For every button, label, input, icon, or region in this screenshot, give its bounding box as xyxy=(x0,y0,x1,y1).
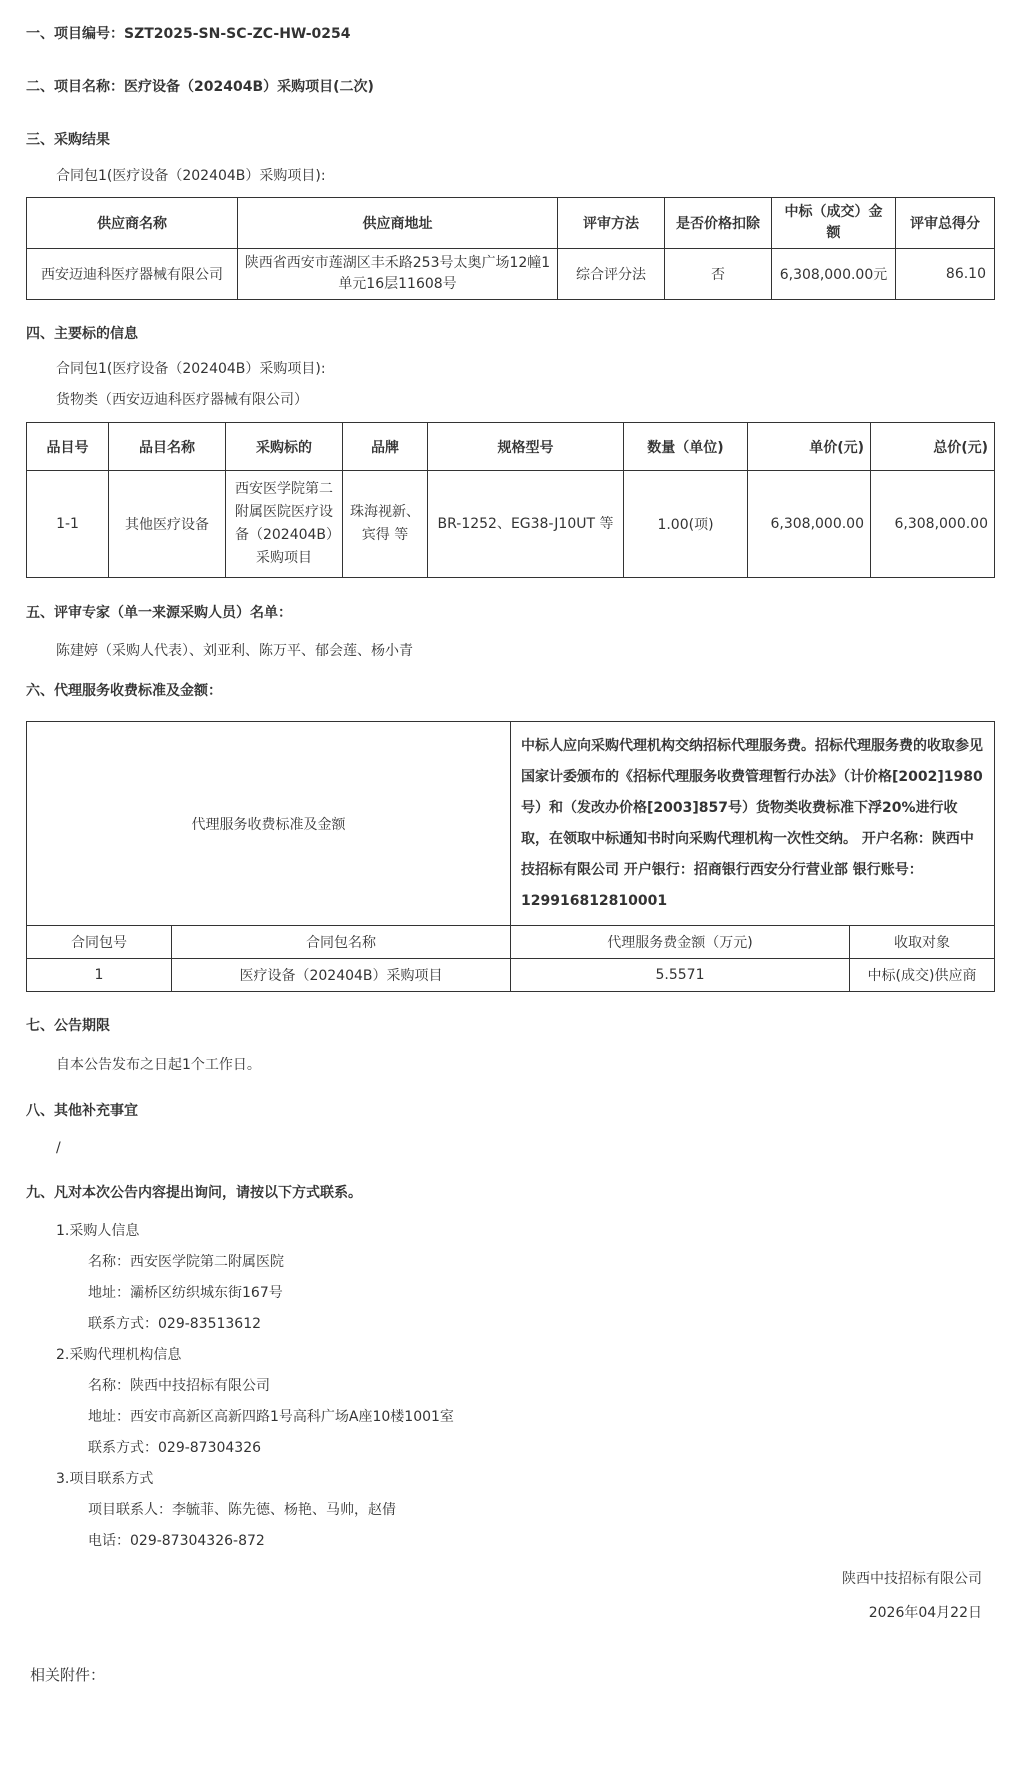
cell-item-target: 西安医学院第二附属医院医疗设备（202404B）采购项目 xyxy=(226,471,343,578)
cell-model: BR-1252、EG38-J10UT 等 xyxy=(428,471,624,578)
result-package: 合同包1(医疗设备（202404B）采购项目): xyxy=(56,168,326,184)
project-number-label: 一、项目编号： xyxy=(26,26,124,42)
th-supplier-name: 供应商名称 xyxy=(27,198,238,249)
fee-table-header xyxy=(27,926,995,959)
section-other-title: 八、其他补充事宜 xyxy=(26,1103,138,1119)
th-item-target: 采购标的 xyxy=(226,423,343,471)
cell-total-price: 6,308,000.00 xyxy=(871,471,995,578)
buyer-name: 名称：西安医学院第二附属医院 xyxy=(88,1254,284,1270)
result-table xyxy=(26,197,995,300)
project-contact-people: 项目联系人：李毓菲、陈先德、杨艳、马帅，赵倩 xyxy=(88,1502,396,1518)
agency-phone: 联系方式：029-87304326 xyxy=(88,1440,262,1456)
project-contact-phone: 电话：029-87304326-872 xyxy=(88,1533,265,1549)
result-table-header xyxy=(27,198,995,249)
th-review-method: 评审方法 xyxy=(558,198,665,249)
table-row xyxy=(27,959,995,992)
signature-company: 陕西中技招标有限公司 xyxy=(842,1571,982,1587)
project-name-label: 二、项目名称： xyxy=(26,79,124,95)
th-item-no: 品目号 xyxy=(27,423,109,471)
th-fee-amount: 代理服务费金额（万元) xyxy=(511,926,850,959)
project-name-value: 医疗设备（202404B）采购项目(二次) xyxy=(124,79,374,95)
cell-quantity: 1.00(项) xyxy=(624,471,748,578)
buyer-phone: 联系方式：029-83513612 xyxy=(88,1316,262,1332)
period-text: 自本公告发布之日起1个工作日。 xyxy=(56,1057,261,1073)
buyer-info-title: 1.采购人信息 xyxy=(56,1223,140,1239)
cell-fee-amount: 5.5571 xyxy=(511,959,850,992)
th-total-price: 总价(元) xyxy=(871,423,995,471)
items-table-header xyxy=(27,423,995,471)
section-result-title: 三、采购结果 xyxy=(26,132,110,148)
cell-bid-amount: 6,308,000.00元 xyxy=(772,249,896,300)
th-unit-price: 单价(元) xyxy=(748,423,871,471)
items-package: 合同包1(医疗设备（202404B）采购项目): xyxy=(56,361,326,377)
th-package-no: 合同包号 xyxy=(27,926,172,959)
cell-total-score: 86.10 xyxy=(896,249,995,300)
fee-table xyxy=(26,721,995,992)
section-contact-title: 九、凡对本次公告内容提出询问，请按以下方式联系。 xyxy=(26,1185,362,1201)
th-model: 规格型号 xyxy=(428,423,624,471)
items-table xyxy=(26,422,995,578)
project-contact-title: 3.项目联系方式 xyxy=(56,1471,154,1487)
fee-standard-label: 代理服务收费标准及金额 xyxy=(27,722,511,926)
signature-date: 2026年04月22日 xyxy=(868,1605,982,1621)
experts-names: 陈建婷（采购人代表）、刘亚利、陈万平、郁会莲、杨小青 xyxy=(56,643,413,659)
th-supplier-address: 供应商地址 xyxy=(238,198,558,249)
th-bid-amount: 中标（成交）金额 xyxy=(772,198,896,249)
th-price-deduction: 是否价格扣除 xyxy=(665,198,772,249)
buyer-address: 地址：灞桥区纺织城东街167号 xyxy=(88,1285,283,1301)
agency-name: 名称：陕西中技招标有限公司 xyxy=(88,1378,270,1394)
section-items-title: 四、主要标的信息 xyxy=(26,326,138,342)
cell-supplier-address: 陕西省西安市莲湖区丰禾路253号太奥广场12幢1单元16层11608号 xyxy=(238,249,558,300)
th-brand: 品牌 xyxy=(343,423,428,471)
attachments-label: 相关附件： xyxy=(30,1666,106,1684)
agency-address: 地址：西安市高新区高新四路1号高科广场A座10楼1001室 xyxy=(88,1409,454,1425)
agency-info-title: 2.采购代理机构信息 xyxy=(56,1347,182,1363)
cell-supplier-name: 西安迈迪科医疗器械有限公司 xyxy=(27,249,238,300)
cell-unit-price: 6,308,000.00 xyxy=(748,471,871,578)
fee-standard-row xyxy=(27,722,995,926)
other-text: / xyxy=(56,1140,61,1156)
cell-item-no: 1-1 xyxy=(27,471,109,578)
fee-standard-text: 中标人应向采购代理机构交纳招标代理服务费。招标代理服务费的收取参见国家计委颁布的《招标代理服务收费管理暂行办法》（计价格[2002]1980号）和（发改办价格[2003]857号）货物类收费标准下浮20%进行收取，在领取中标通知书时向采购代理机构一次性交纳。 开户名称：陕西中技招标有限公司 开户银行：招商银行西安分行营业部 银行账号：129916812810001 xyxy=(511,722,995,926)
cell-review-method: 综合评分法 xyxy=(558,249,665,300)
table-row xyxy=(27,249,995,300)
cell-price-deduction: 否 xyxy=(665,249,772,300)
cell-brand: 珠海视新、宾得 等 xyxy=(343,471,428,578)
cell-package-no: 1 xyxy=(27,959,172,992)
th-quantity: 数量（单位) xyxy=(624,423,748,471)
section-period-title: 七、公告期限 xyxy=(26,1018,110,1034)
project-number xyxy=(26,24,1008,44)
section-experts-title: 五、评审专家（单一来源采购人员）名单： xyxy=(26,605,292,621)
th-total-score: 评审总得分 xyxy=(896,198,995,249)
section-fee-title: 六、代理服务收费标准及金额： xyxy=(26,683,222,699)
cell-item-name: 其他医疗设备 xyxy=(109,471,226,578)
th-package-name: 合同包名称 xyxy=(172,926,511,959)
items-category: 货物类（西安迈迪科医疗器械有限公司） xyxy=(56,392,308,408)
project-name xyxy=(26,77,1008,97)
th-item-name: 品目名称 xyxy=(109,423,226,471)
project-number-value: SZT2025-SN-SC-ZC-HW-0254 xyxy=(124,26,351,42)
cell-package-name: 医疗设备（202404B）采购项目 xyxy=(172,959,511,992)
cell-fee-target: 中标(成交)供应商 xyxy=(850,959,995,992)
th-fee-target: 收取对象 xyxy=(850,926,995,959)
table-row xyxy=(27,471,995,578)
